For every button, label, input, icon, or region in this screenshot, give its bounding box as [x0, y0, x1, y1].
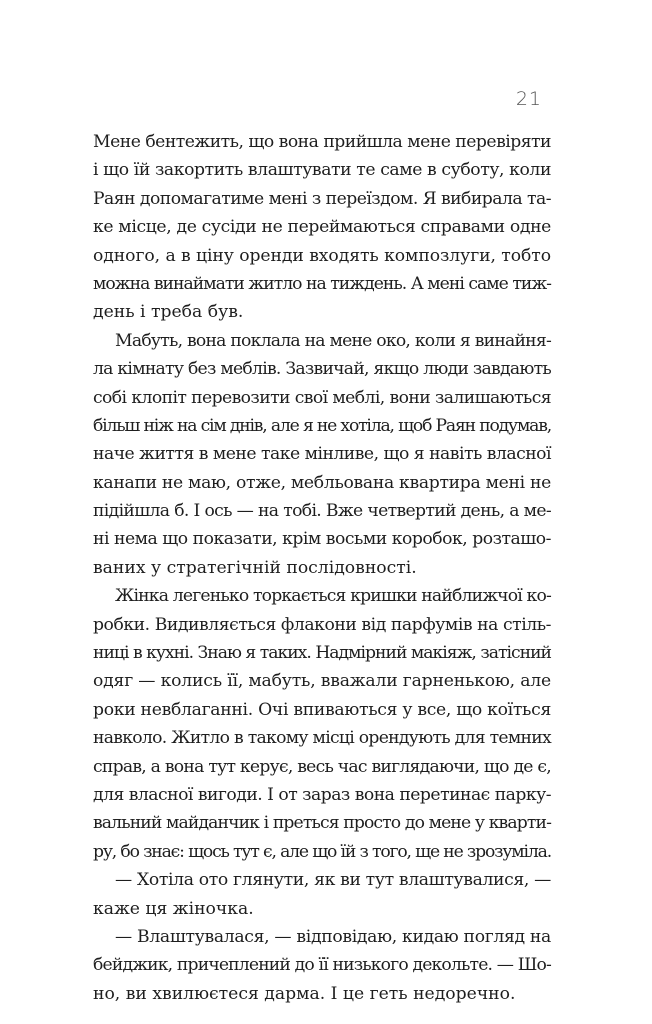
text-line: ке місце, де сусіди не переймаються справами одне: [93, 217, 551, 238]
paragraph: [93, 582, 551, 866]
text-line: Мене бентежить, що вона прийшла мене перевіряти: [93, 132, 551, 152]
text-line: робки. Видивляється флакони від парфумів на стіль-: [93, 614, 551, 635]
text-line: навколо. Житло в такому місці орендують для темних: [93, 728, 551, 749]
paragraph: [93, 866, 551, 923]
text-line: ниці в кухні. Знаю я таких. Надмірний макіяж, затісний: [93, 643, 551, 664]
text-line: можна винаймати житло на тиждень. А мені саме тиж-: [93, 273, 551, 294]
text-line: для власної вигоди. І от зараз вона перетинає парку-: [93, 784, 551, 805]
text-line: Жінка легенько торкається кришки найближчої ко-: [115, 586, 551, 607]
text-line: Мабуть, вона поклала на мене око, коли я винайня-: [115, 330, 551, 351]
text-line: собі клопіт перевозити свої меблі, вони залишаються: [93, 387, 551, 408]
text-line: і що їй закортить влаштувати те саме в суботу, коли: [93, 160, 551, 181]
text-line: каже ця жіночка.: [93, 898, 254, 919]
text-line: ру, бо знає: щось тут є, але що їй з того, ще не зрозуміла.: [93, 841, 551, 862]
text-line: вальний майданчик і преться просто до мене у кварти-: [93, 813, 551, 834]
text-line: канапи не маю, отже, мебльована квартира мені не: [93, 472, 551, 493]
text-line: день і треба був.: [93, 302, 244, 323]
text-line: ні нема що показати, крім восьми коробок, розташо-: [93, 529, 551, 550]
text-line: підійшла б. І ось — на тобі. Вже четвертий день, а ме-: [93, 501, 551, 522]
paragraph: [93, 128, 551, 327]
text-line: бейджик, причеплений до її низького декольте. — Шо-: [93, 955, 551, 976]
text-line: ла кімнату без меблів. Зазвичай, якщо люди завдають: [93, 359, 551, 380]
text-line: но, ви хвилюєтеся дарма. І це геть недоречно.: [93, 983, 516, 1004]
page-number: 21: [515, 88, 542, 110]
text-line: наче життя в мене таке мінливе, що я навіть власної: [93, 444, 551, 465]
text-line: одного, а в ціну оренди входять композлуги, тобто: [93, 245, 551, 266]
text-line: — Хотіла ото глянути, як ви тут влаштувалися, —: [115, 870, 551, 891]
paragraph: [93, 923, 551, 1008]
text-line: ваних у стратегічній послідовності.: [93, 557, 417, 578]
body-text: [93, 128, 551, 1008]
text-line: справ, а вона тут керує, весь час виглядаючи, що де є,: [93, 756, 551, 777]
text-line: одяг — колись її, мабуть, вважали гарненькою, але: [93, 671, 551, 692]
text-line: більш ніж на сім днів, але я не хотіла, щоб Раян подумав,: [93, 415, 551, 436]
text-line: роки невблаганні. Очі впиваються у все, що коїться: [93, 699, 551, 720]
text-line: — Влаштувалася, — відповідаю, кидаю погляд на: [115, 926, 551, 947]
text-line: Раян допомагатиме мені з переїздом. Я вибирала та-: [93, 188, 551, 209]
paragraph: [93, 327, 551, 583]
